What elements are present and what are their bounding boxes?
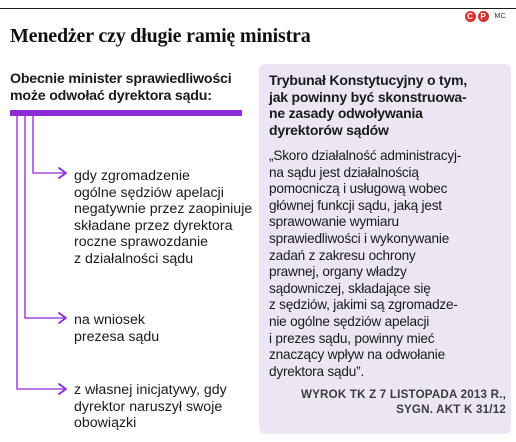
author-credit: MC: [494, 13, 506, 20]
ruling-line: WYROK TK Z 7 LISTOPADA 2013 R.,: [300, 388, 506, 401]
branch-line: prezesa sądu: [74, 328, 160, 345]
branch-line: na wniosek: [74, 312, 145, 328]
quote-line: sprawiedliwości i wykonywanie: [269, 230, 450, 246]
left-heading-line: może odwołać dyrektora sądu:: [10, 88, 212, 104]
connector-branch-2: [25, 116, 64, 318]
branch-item-initiative: [74, 382, 269, 432]
page-title: Menedżer czy długie ramię ministra: [10, 25, 311, 47]
branch-line: gdy zgromadzenie: [74, 168, 190, 184]
branch-line: z własnej inicjatywy, gdy: [74, 382, 227, 398]
branch-item-opinion: [74, 168, 264, 267]
quote-line: znaczący wpływ na odwołanie: [269, 347, 445, 363]
branch-item-request: [74, 312, 264, 345]
ruling-citation: [262, 387, 506, 417]
branch-line: negatywnie przez zaopiniuje: [74, 201, 253, 217]
quote-line: sprawowanie wymiaru: [269, 214, 399, 230]
quote-line: i prezes sądu, powinny mieć: [269, 330, 435, 346]
quote-line: zadań z zakresu ochrony: [269, 247, 416, 263]
copyright-badge-icon: C: [465, 11, 476, 22]
quote-line: na sądu jest działalnością: [269, 164, 419, 180]
panel-heading-line: dyrektorów sądów: [269, 121, 389, 138]
branch-line: dyrektor naruszył swoje: [74, 398, 223, 415]
press-badge-icon: P: [478, 11, 489, 22]
connector-branch-1: [33, 116, 64, 173]
panel-heading: [269, 72, 503, 138]
branch-line: składane przez dyrektora: [74, 217, 233, 234]
quote-line: nie ogólne sędziów apelacji: [269, 313, 430, 329]
tribunal-quote: [269, 148, 505, 380]
quote-line: prawnej, organy władzy: [269, 264, 407, 280]
branch-line: obowiązki: [74, 415, 137, 431]
branch-line: ogólne sędziów apelacji: [74, 184, 224, 201]
left-heading-line: Obecnie minister sprawiedliwości: [10, 71, 232, 87]
quote-line: sądowniczej, składające się: [269, 280, 431, 296]
connector-branch-3: [17, 116, 64, 389]
ruling-line: SYGN. AKT K 31/12: [396, 403, 506, 416]
branch-line: z działalności sądu: [74, 250, 194, 267]
panel-heading-line: Trybunał Konstytucyjny o tym,: [269, 72, 468, 88]
panel-heading-line: jak powinny być skonstruowa-: [269, 88, 467, 105]
quote-line: z sędziów, jakimi są zgromadze-: [269, 297, 458, 313]
quote-line: pomocniczą i usługową wobec: [269, 181, 448, 197]
quote-line: głównej funkcji sądu, jaką jest: [269, 197, 442, 213]
quote-line: „Skoro działalność administracyj-: [269, 148, 462, 163]
branch-line: roczne sprawozdanie: [74, 234, 209, 250]
quote-line: dyrektora sądu”.: [269, 363, 365, 379]
panel-heading-line: ne zasady odwoływania: [269, 105, 423, 121]
